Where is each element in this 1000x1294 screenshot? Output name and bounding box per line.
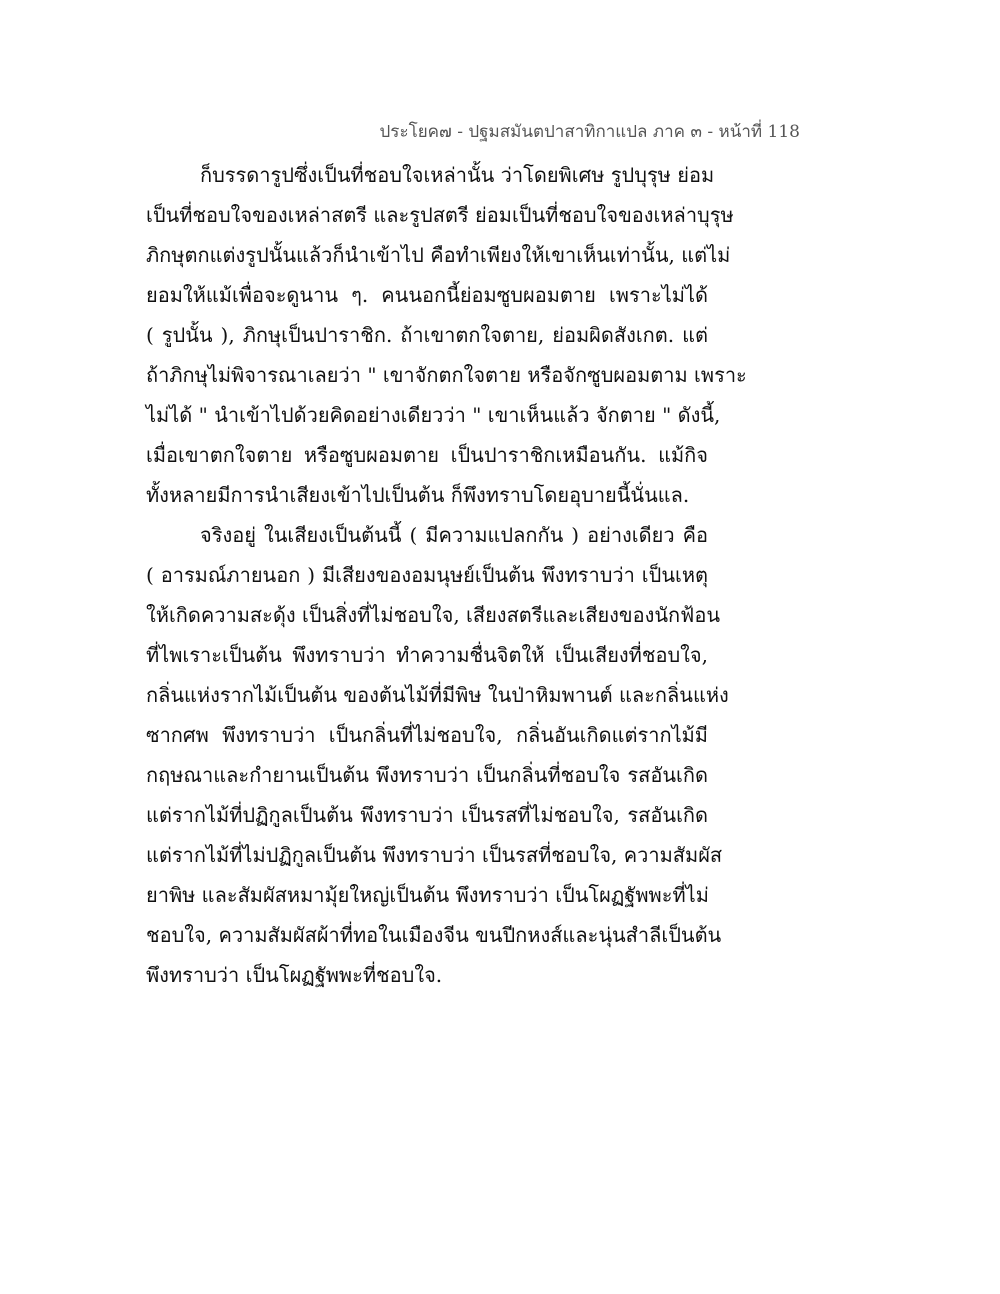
text-line: ยอมให้แม้เพื่อจะดูนาน ๆ. คนนอกนี้ย่อมซูบผอมตาย เพราะไม่ได้ [146,283,708,307]
text-line: กลิ่นแห่งรากไม้เป็นต้น ของต้นไม้ที่มีพิษ ในป่าหิมพานต์ และกลิ่นแห่ง [146,683,729,707]
text-line: ถ้าภิกษุไม่พิจารณาเลยว่า " เขาจักตกใจตาย หรือจักซูบผอมตาม เพราะ [146,363,747,387]
text-line: ซากศพ พึงทราบว่า เป็นกลิ่นที่ไม่ชอบใจ, กลิ่นอันเกิดแต่รากไม้มี [146,723,708,747]
text-line: ยาพิษ และสัมผัสหมามุ้ยใหญ่เป็นต้น พึงทราบว่า เป็นโผฏฐัพพะที่ไม่ [146,883,709,907]
text-line: ( รูปนั้น ), ภิกษุเป็นปาราชิก. ถ้าเขาตกใจตาย, ย่อมผิดสังเกต. แต่ [146,323,708,347]
text-line: ที่ไพเราะเป็นต้น พึงทราบว่า ทำความชื่นจิตให้ เป็นเสียงที่ชอบใจ, [146,643,708,667]
text-line: ทั้งหลายมีการนำเสียงเข้าไปเป็นต้น ก็พึงทราบโดยอุบายนี้นั่นแล. [146,483,690,507]
text-line: เมื่อเขาตกใจตาย หรือซูบผอมตาย เป็นปาราชิกเหมือนกัน. แม้กิจ [146,443,708,467]
text-line: กฤษณาและกำยานเป็นต้น พึงทราบว่า เป็นกลิ่นที่ชอบใจ รสอันเกิด [146,763,708,787]
text-line: แต่รากไม้ที่ปฏิกูลเป็นต้น พึงทราบว่า เป็นรสที่ไม่ชอบใจ, รสอันเกิด [146,803,708,827]
text-line: ( อารมณ์ภายนอก ) มีเสียงของอมนุษย์เป็นต้น พึงทราบว่า เป็นเหตุ [146,563,708,587]
text-line: พึงทราบว่า เป็นโผฏฐัพพะที่ชอบใจ. [146,963,443,987]
text-line: แต่รากไม้ที่ไม่ปฏิกูลเป็นต้น พึงทราบว่า เป็นรสที่ชอบใจ, ความสัมผัส [146,843,723,867]
text-line: ไม่ได้ " นำเข้าไปด้วยคิดอย่างเดียวว่า " เขาเห็นแล้ว จักตาย " ดังนี้, [146,403,721,427]
text-line: เป็นที่ชอบใจของเหล่าสตรี และรูปสตรี ย่อมเป็นที่ชอบใจของเหล่าบุรุษ [146,203,734,227]
text-line: ให้เกิดความสะดุ้ง เป็นสิ่งที่ไม่ชอบใจ, เสียงสตรีและเสียงของนักฟ้อน [146,603,721,627]
text-line: ก็บรรดารูปซึ่งเป็นที่ชอบใจเหล่านั้น ว่าโดยพิเศษ รูปบุรุษ ย่อม [200,163,715,187]
text-line: ชอบใจ, ความสัมผัสผ้าที่ทอในเมืองจีน ขนปีกหงส์และนุ่นสำลีเป็นต้น [146,923,722,947]
text-line: ภิกษุตกแต่งรูปนั้นแล้วก็นำเข้าไป คือทำเพียงให้เขาเห็นเท่านั้น, แต่ไม่ [146,243,731,267]
page-header: ประโยค๗ - ปฐมสมันตปาสาทิกาแปล ภาค ๓ - หน้าที่ 118 [379,122,800,142]
text-line: จริงอยู่ ในเสียงเป็นต้นนี้ ( มีความแปลกกัน ) อย่างเดียว คือ [200,523,708,547]
